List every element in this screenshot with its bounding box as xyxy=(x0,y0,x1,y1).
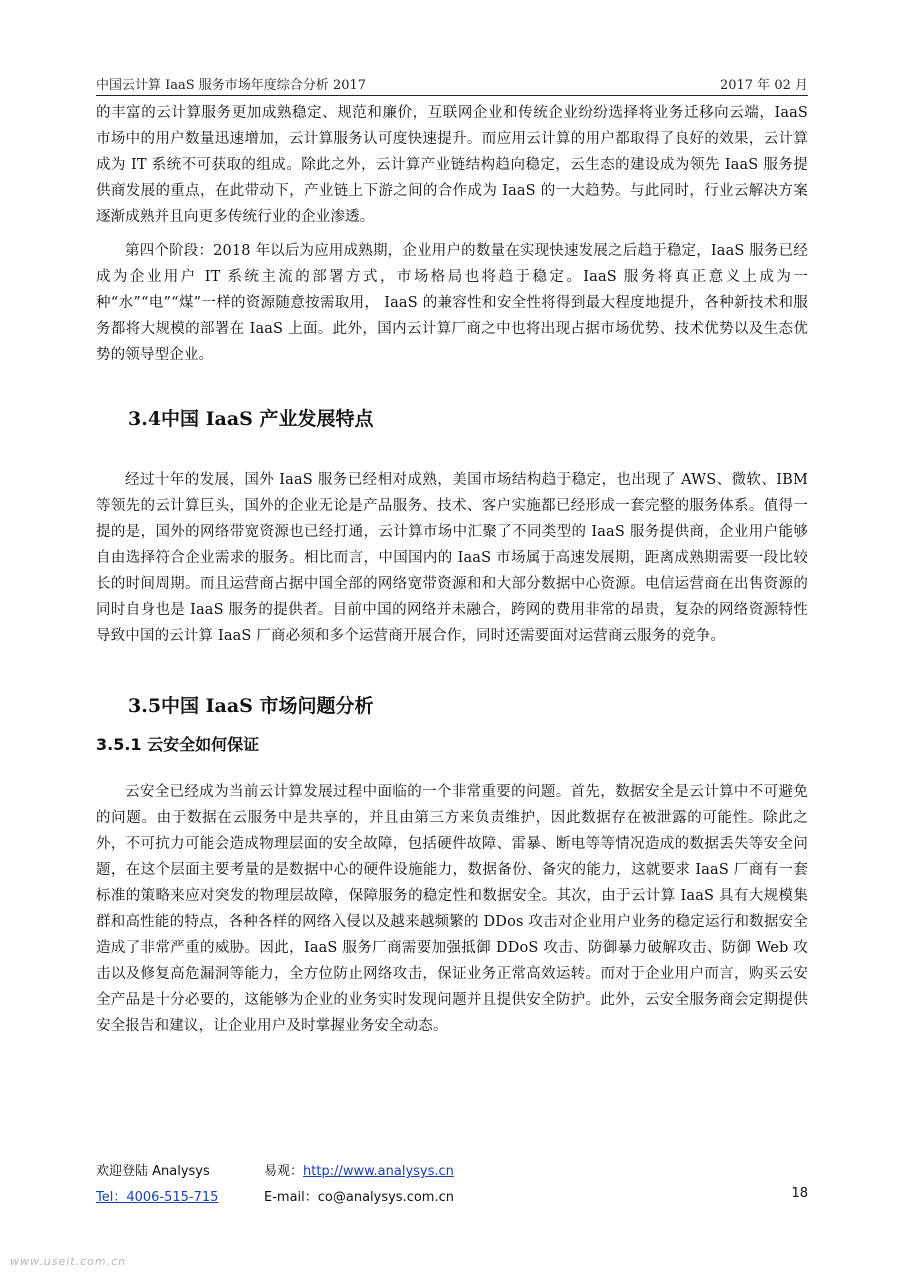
footer-tel[interactable]: Tel：4006-515-715 xyxy=(96,1190,219,1205)
header-title: 中国云计算 IaaS 服务市场年度综合分析 2017 xyxy=(96,78,367,93)
section-heading-3-4: 3.4中国 IaaS 产业发展特点 xyxy=(128,408,374,430)
footer-website xyxy=(264,1160,454,1179)
paragraph-stage-four: 第四个阶段：2018 年以后为应用成熟期，企业用户的数量在实现快速发展之后趋于稳定，IaaS 服务已经成为企业用户 IT 系统主流的部署方式，市场格局也将趋于稳定。IaaS 服务将真正意义上成为一种“水”“电”“煤”一样的资源随意按需取用， IaaS 的兼容性和安全性将得到最大程度地提升，各种新技术和服务都将大规模的部署在 IaaS 上面。此外，国内云计算厂商之中也将出现占据市场优势、技术优势以及生态优势的领导型企业。 xyxy=(96,243,808,363)
footer-welcome: 欢迎登陆 Analysys xyxy=(96,1164,210,1179)
subsection-heading-3-5-1: 3.5.1 云安全如何保证 xyxy=(96,735,260,754)
paragraph-cloud-security: 云安全已经成为当前云计算发展过程中面临的一个非常重要的问题。首先，数据安全是云计算中不可避免的问题。由于数据在云服务中是共享的，并且由第三方来负责维护，因此数据存在被泄露的可能性。除此之外，不可抗力可能会造成物理层面的安全故障，包括硬件故障、雷暴、断电等等情况造成的数据丢失等安全问题，在这个层面主要考量的是数据中心的硬件设施能力，数据备份、备灾的能力，这就要求 IaaS 厂商有一套标准的策略来应对突发的物理层故障，保障服务的稳定性和数据安全。其次，由于云计算 IaaS 具有大规模集群和高性能的特点，各种各样的网络入侵以及越来越频繁的 DDos 攻击对企业用户业务的稳定运行和数据安全造成了非常严重的威胁。因此，IaaS 服务厂商需要加强抵御 DDoS 攻击、防御暴力破解攻击、防御 Web 攻击以及修复高危漏洞等能力，全方位防止网络攻击，保证业务正常高效运转。而对于企业用户而言，购买云安全产品是十分必要的，这能够为企业的业务实时发现问题并且提供安全防护。此外，云安全服务商会定期提供安全报告和建议，让企业用户及时掌握业务安全动态。 xyxy=(96,784,808,1034)
header-date: 2017 年 02 月 xyxy=(719,78,808,93)
footer-site-label: 易观： xyxy=(264,1164,304,1179)
footer-site-link[interactable]: http://www.analysys.cn xyxy=(303,1164,454,1179)
paragraph-stage-three-continued: 的丰富的云计算服务更加成熟稳定、规范和廉价，互联网企业和传统企业纷纷选择将业务迁移向云端，IaaS 市场中的用户数量迅速增加，云计算服务认可度快速提升。而应用云计算的用户都取得了良好的效果，云计算成为 IT 系统不可获取的组成。除此之外，云计算产业链结构趋向稳定，云生态的建设成为领先 IaaS 服务提供商发展的重点，在此带动下，产业链上下游之间的合作成为 IaaS 的一大趋势。与此同时，行业云解决方案逐渐成熟并且向更多传统行业的企业渗透。 xyxy=(96,105,808,225)
section-heading-3-5: 3.5中国 IaaS 市场问题分析 xyxy=(128,695,374,717)
page-header xyxy=(96,74,808,96)
page-number: 18 xyxy=(791,1186,808,1201)
header-divider xyxy=(96,95,808,96)
watermark: www.useit.com.cn xyxy=(10,1255,127,1268)
footer-email: E-mail：co@analysys.com.cn xyxy=(264,1190,454,1205)
page-footer xyxy=(96,1160,808,1212)
paragraph-industry-features: 经过十年的发展，国外 IaaS 服务已经相对成熟，美国市场结构趋于稳定，也出现了 AWS、微软、IBM 等领先的云计算巨头，国外的企业无论是产品服务、技术、客户实施都已经形成一套完整的服务体系。值得一提的是，国外的网络带宽资源也已经打通，云计算市场中汇聚了不同类型的 IaaS 服务提供商，企业用户能够自由选择符合企业需求的服务。相比而言，中国国内的 IaaS 市场属于高速发展期，距离成熟期需要一段比较长的时间周期。而且运营商占据中国全部的网络宽带资源和和大部分数据中心资源。电信运营商在出售资源的同时自身也是 IaaS 服务的提供者。目前中国的网络并未融合，跨网的费用非常的昂贵，复杂的网络资源特性导致中国的云计算 IaaS 厂商必须和多个运营商开展合作，同时还需要面对运营商云服务的竞争。 xyxy=(96,472,808,644)
page-body xyxy=(96,100,808,1039)
